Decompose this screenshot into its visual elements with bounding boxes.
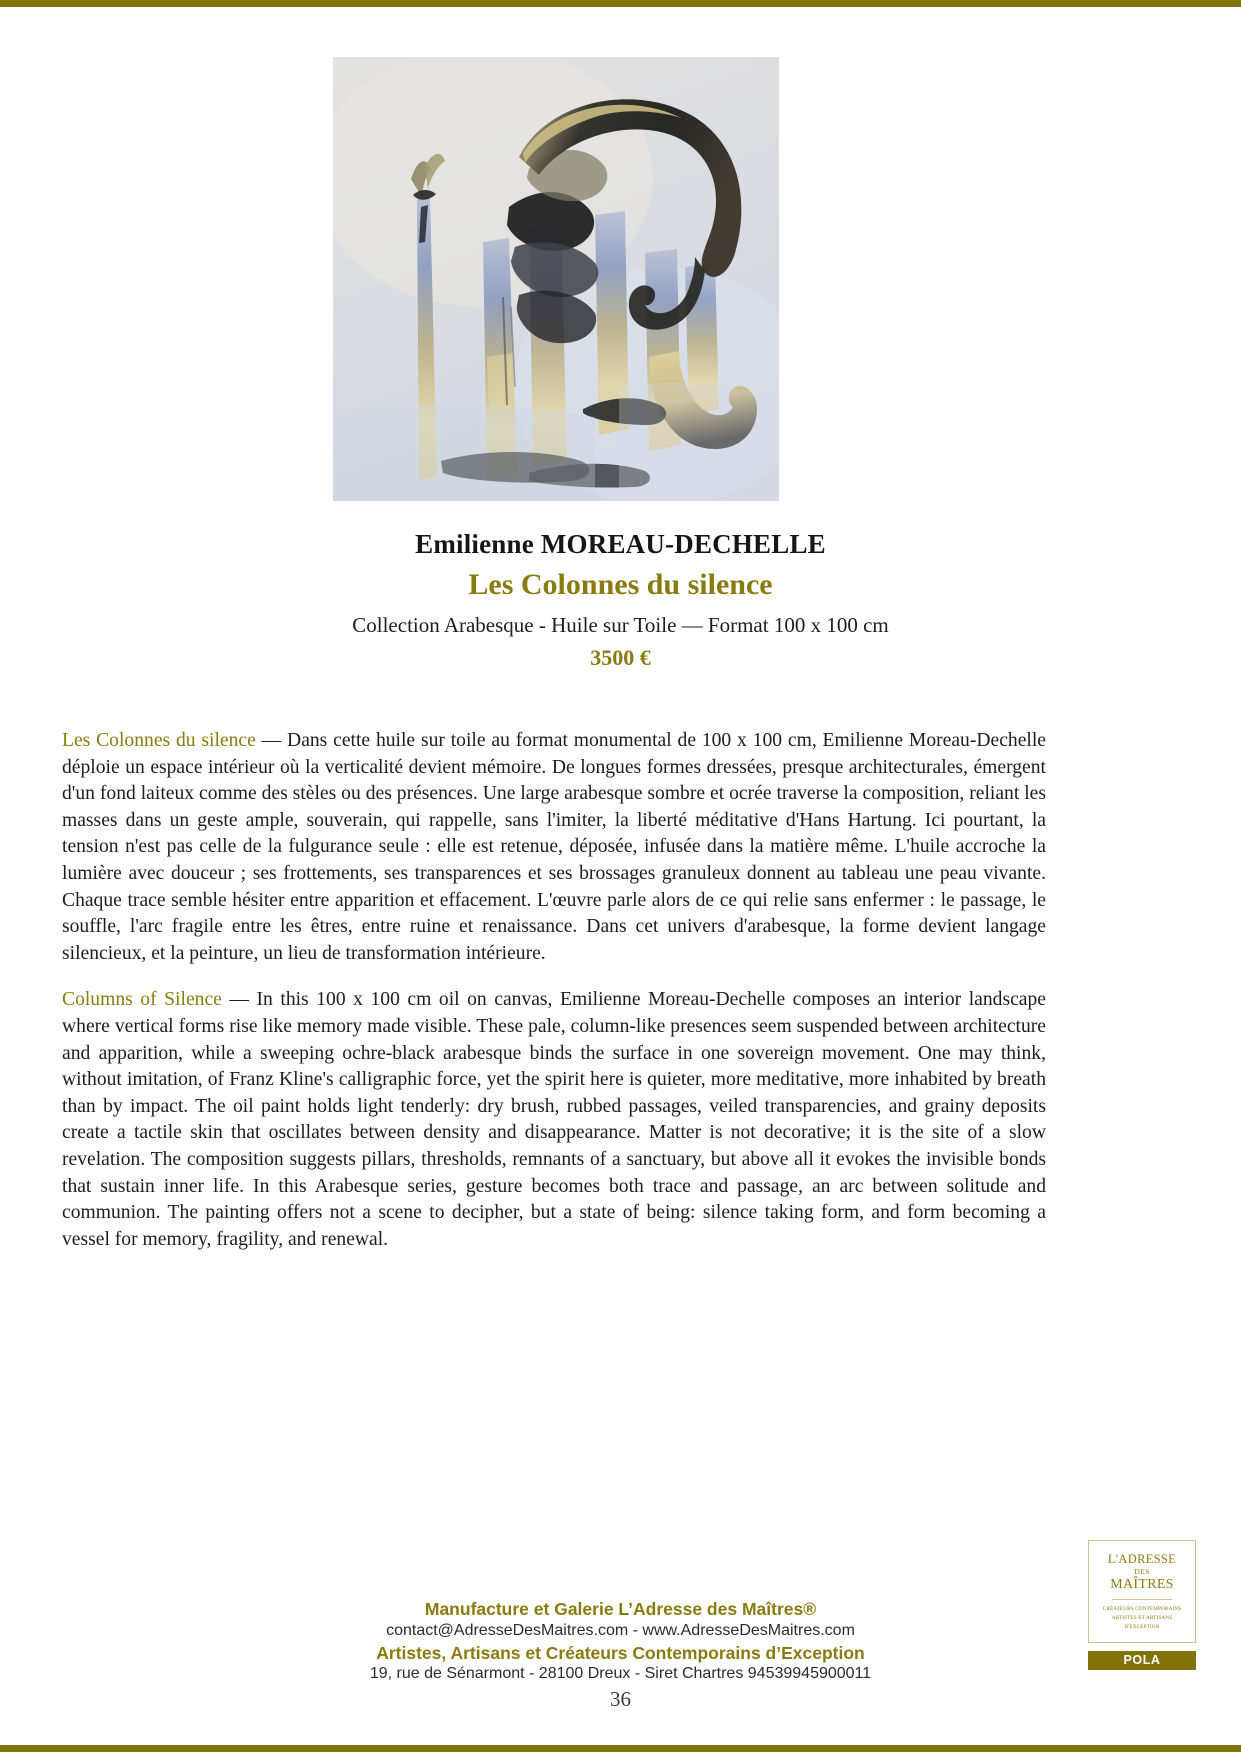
artist-name: Emilienne MOREAU-DECHELLE	[415, 529, 826, 559]
description-lead-en: Columns of Silence	[62, 989, 222, 1011]
page-footer	[0, 1598, 1241, 1712]
brand-line-maitres: MAÎTRES	[1110, 1577, 1174, 1593]
les-colonnes-du-silence-painting	[333, 57, 779, 501]
brand-line-des: DES	[1134, 1567, 1150, 1576]
footer-contact[interactable]: contact@AdresseDesMaitres.com - www.AdresseDesMaitres.com	[386, 1621, 855, 1639]
description-paragraph-en	[62, 987, 1046, 1253]
description-paragraph-fr	[62, 728, 1046, 967]
artwork-price: 3500 €	[590, 645, 651, 671]
brand-subline-createurs: CRÉATEURS CONTEMPORAINS	[1102, 1606, 1182, 1613]
description-body-en: — In this 100 x 100 cm oil on canvas, Emilienne Moreau-Dechelle composes an interior landscape where vertical forms rise like memory made visible. These pale, column-like presences seem suspended between architecture and apparition, while a sweeping ochre-black arabesque binds the surface in one sovereign movement. One may think, without imitation, of Franz Kline's calligraphic force, yet the spirit here is quieter, more meditative, more inhabited by breath than by impact. The oil paint holds light tenderly: dry brush, rubbed passages, veiled transparencies, and grainy deposits create a tactile skin that oscillates between density and disappearance. Matter is not decorative; it is the site of a slow revelation. The composition suggests pillars, thresholds, remnants of a sanctuary, but above all it evokes the invisible bonds that sustain inner life. In this Arabesque series, gesture becomes both trace and passage, an arc between solitude and communion. The painting offers not a scene to decipher, but a state of being: silence taking form, and form becoming a vessel for memory, fragility, and renewal.	[62, 989, 1046, 1250]
pola-badge: POLA	[1088, 1651, 1196, 1670]
footer-company: Manufacture et Galerie L’Adresse des Maîtres®	[424, 1599, 817, 1619]
description-lead-fr: Les Colonnes du silence	[62, 730, 256, 751]
artwork-description	[62, 728, 1046, 1253]
footer-address: 19, rue de Sénarmont - 28100 Dreux - Siret Chartres 94539945900011	[369, 1665, 872, 1683]
page-number: 36	[610, 1687, 631, 1712]
artwork-image-frame	[333, 57, 779, 501]
artwork-title: Les Colonnes du silence	[468, 567, 773, 601]
brand-divider	[1112, 1599, 1173, 1600]
brand-logo-card	[1088, 1540, 1196, 1643]
brand-subline-exception: D'EXCEPTION	[1124, 1624, 1160, 1631]
artwork-caption	[0, 528, 1241, 673]
page-bottom-rule	[0, 1745, 1241, 1752]
page-top-rule	[0, 0, 1241, 7]
brand-subline-artistes: ARTISTES ET ARTISANS	[1111, 1615, 1173, 1622]
description-body-fr: — Dans cette huile sur toile au format monumental de 100 x 100 cm, Emilienne Moreau-Dechelle déploie un espace intérieur où la verticalité devient mémoire. De longues formes dressées, presque architecturales, émergent d'un fond laiteux comme des stèles ou des présences. Une large arabesque sombre et ocrée traverse la composition, reliant les masses dans un geste ample, souverain, qui rappelle, sans l'imiter, la liberté méditative d'Hans Hartung. Ici pourtant, la tension n'est pas celle de la fulgurance seule : elle est retenue, déposée, infusée dans la matière même. L'huile accroche la lumière avec douceur ; ses frottements, ses transparences et ses brossages granuleux donnent au tableau une peau vivante. Chaque trace semble hésiter entre apparition et effacement. L'œuvre parle alors de ce qui relie sans enfermer : le passage, le souffle, l'arc fragile entre les êtres, entre ruine et renaissance. Dans cet univers d'arabesque, la forme devient langage silencieux, et la peinture, un lieu de transformation intérieure.	[62, 730, 1046, 964]
brand-logo-block	[1088, 1540, 1196, 1670]
footer-tagline: Artistes, Artisans et Créateurs Contemporains d’Exception	[376, 1642, 865, 1663]
artwork-details: Collection Arabesque - Huile sur Toile — Format 100 x 100 cm	[352, 612, 889, 637]
brand-line-adresse: L'ADRESSE	[1107, 1552, 1177, 1566]
